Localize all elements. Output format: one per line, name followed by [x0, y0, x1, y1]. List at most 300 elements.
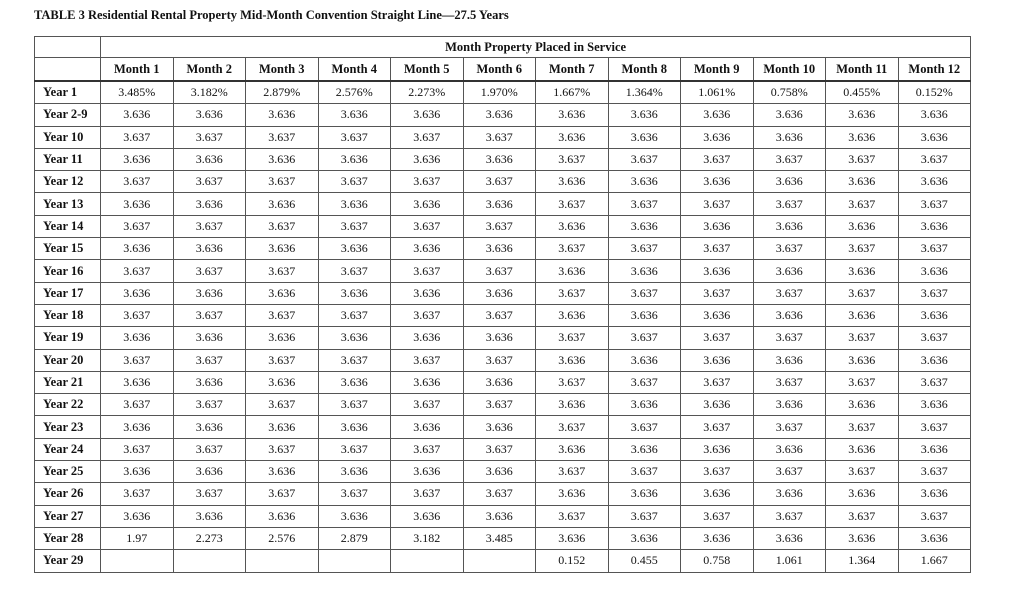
rate-cell: 3.636 [898, 304, 971, 326]
rate-cell: 3.636 [318, 193, 391, 215]
year-label: Year 13 [35, 193, 101, 215]
rate-cell: 3.636 [608, 349, 681, 371]
rate-cell: 3.637 [463, 304, 536, 326]
month-header-row [35, 58, 971, 82]
table-row [35, 550, 971, 572]
rate-cell: 3.637 [463, 171, 536, 193]
rate-cell: 3.636 [391, 104, 464, 126]
rate-cell: 3.636 [246, 327, 319, 349]
rate-cell: 3.637 [681, 148, 754, 170]
rate-cell: 3.637 [318, 171, 391, 193]
rate-cell: 3.636 [173, 461, 246, 483]
rate-cell: 3.637 [246, 260, 319, 282]
rate-cell: 3.637 [173, 260, 246, 282]
rate-cell: 3.637 [391, 171, 464, 193]
rate-cell: 3.636 [391, 327, 464, 349]
rate-cell: 3.636 [536, 260, 609, 282]
rate-cell: 3.637 [318, 349, 391, 371]
rate-cell: 3.636 [318, 104, 391, 126]
rate-cell: 3.637 [173, 483, 246, 505]
rate-cell: 3.636 [536, 215, 609, 237]
rate-cell: 2.879 [318, 527, 391, 549]
rate-cell: 3.637 [536, 327, 609, 349]
rate-cell: 3.636 [318, 282, 391, 304]
rate-cell: 3.637 [753, 371, 826, 393]
rate-cell: 2.879% [246, 81, 319, 104]
rate-cell: 3.637 [173, 171, 246, 193]
rate-cell: 3.636 [681, 171, 754, 193]
year-label: Year 28 [35, 527, 101, 549]
rate-cell: 3.636 [753, 171, 826, 193]
rate-cell: 3.637 [318, 394, 391, 416]
table-row [35, 483, 971, 505]
rate-cell: 3.637 [463, 126, 536, 148]
rate-cell: 3.636 [173, 416, 246, 438]
rate-cell: 3.637 [101, 394, 174, 416]
rate-cell: 3.637 [536, 148, 609, 170]
rate-cell: 3.637 [753, 282, 826, 304]
year-label: Year 25 [35, 461, 101, 483]
rate-cell: 0.152 [536, 550, 609, 572]
rate-cell: 3.637 [318, 304, 391, 326]
rate-cell: 3.636 [173, 371, 246, 393]
rate-cell: 3.636 [318, 416, 391, 438]
year-label: Year 26 [35, 483, 101, 505]
rate-cell: 3.637 [318, 483, 391, 505]
rate-cell: 1.364% [608, 81, 681, 104]
year-label: Year 10 [35, 126, 101, 148]
rate-cell: 3.636 [101, 193, 174, 215]
table-row [35, 416, 971, 438]
rate-cell: 3.637 [826, 461, 899, 483]
rate-cell: 3.636 [608, 126, 681, 148]
rate-cell: 3.636 [753, 394, 826, 416]
rate-cell: 3.636 [536, 438, 609, 460]
table-body [35, 81, 971, 572]
rate-cell: 3.637 [608, 416, 681, 438]
month-header-4: Month 4 [318, 58, 391, 82]
table-row [35, 327, 971, 349]
rate-cell: 3.636 [246, 104, 319, 126]
rate-cell: 3.637 [318, 438, 391, 460]
rate-cell: 3.637 [318, 215, 391, 237]
rate-cell: 3.636 [391, 238, 464, 260]
rate-cell: 3.636 [898, 126, 971, 148]
rate-cell: 3.636 [826, 215, 899, 237]
rate-cell: 3.636 [101, 327, 174, 349]
rate-cell: 1.667 [898, 550, 971, 572]
rate-cell: 3.636 [246, 193, 319, 215]
rate-cell: 3.636 [318, 461, 391, 483]
corner-cell [35, 37, 101, 58]
rate-cell: 3.636 [463, 238, 536, 260]
rate-cell: 0.758% [753, 81, 826, 104]
rate-cell: 3.637 [173, 394, 246, 416]
rate-cell: 3.637 [391, 438, 464, 460]
rate-cell: 3.636 [173, 238, 246, 260]
rate-cell: 3.637 [173, 304, 246, 326]
table-row [35, 527, 971, 549]
rate-cell: 3.636 [681, 126, 754, 148]
rate-cell [318, 550, 391, 572]
rate-cell: 3.636 [753, 527, 826, 549]
month-header-9: Month 9 [681, 58, 754, 82]
rate-cell: 3.636 [101, 148, 174, 170]
rate-cell: 3.636 [608, 394, 681, 416]
table-row [35, 104, 971, 126]
table-row [35, 260, 971, 282]
rate-cell: 3.637 [391, 126, 464, 148]
group-header: Month Property Placed in Service [101, 37, 971, 58]
rate-cell: 3.636 [608, 260, 681, 282]
rate-cell: 3.636 [826, 394, 899, 416]
rate-cell: 3.636 [681, 215, 754, 237]
rate-cell: 3.637 [826, 505, 899, 527]
table-row [35, 282, 971, 304]
rate-cell: 3.636 [101, 505, 174, 527]
rate-cell: 3.636 [173, 104, 246, 126]
rate-cell: 3.637 [608, 193, 681, 215]
rate-cell: 3.636 [898, 260, 971, 282]
rate-cell: 3.636 [173, 282, 246, 304]
rate-cell: 3.637 [463, 260, 536, 282]
rate-cell: 3.636 [826, 438, 899, 460]
rate-cell: 3.636 [463, 461, 536, 483]
rate-cell: 3.637 [173, 438, 246, 460]
year-label: Year 21 [35, 371, 101, 393]
rate-cell: 3.636 [753, 215, 826, 237]
rate-cell: 3.637 [536, 371, 609, 393]
rate-cell: 3.636 [173, 505, 246, 527]
rate-cell: 3.637 [101, 349, 174, 371]
rate-cell: 3.636 [826, 527, 899, 549]
rate-cell: 3.637 [101, 215, 174, 237]
rate-cell: 3.636 [536, 104, 609, 126]
rate-cell: 3.637 [101, 304, 174, 326]
rate-cell: 3.636 [681, 104, 754, 126]
rate-cell: 3.637 [391, 349, 464, 371]
rate-cell: 3.636 [898, 171, 971, 193]
year-label: Year 20 [35, 349, 101, 371]
year-label: Year 2-9 [35, 104, 101, 126]
rate-cell: 3.637 [536, 193, 609, 215]
rate-cell: 3.636 [391, 371, 464, 393]
rate-cell: 3.636 [463, 416, 536, 438]
rate-cell: 3.637 [391, 394, 464, 416]
rate-cell: 3.636 [463, 327, 536, 349]
rate-cell: 3.636 [681, 483, 754, 505]
rate-cell: 3.636 [391, 461, 464, 483]
rate-cell: 3.637 [681, 505, 754, 527]
rate-cell: 3.637 [463, 438, 536, 460]
rate-cell: 3.636 [898, 349, 971, 371]
month-header-6: Month 6 [463, 58, 536, 82]
rate-cell: 3.636 [246, 371, 319, 393]
rate-cell [463, 550, 536, 572]
rate-cell: 3.636 [826, 483, 899, 505]
table-row [35, 371, 971, 393]
rate-cell: 3.637 [898, 327, 971, 349]
rate-cell: 3.636 [463, 505, 536, 527]
rate-cell: 3.637 [608, 505, 681, 527]
rate-cell: 3.637 [463, 483, 536, 505]
year-label: Year 1 [35, 81, 101, 104]
rate-cell: 3.636 [173, 327, 246, 349]
rate-cell: 3.636 [826, 304, 899, 326]
year-label: Year 29 [35, 550, 101, 572]
rate-cell: 3.637 [681, 461, 754, 483]
rate-cell: 3.636 [391, 505, 464, 527]
rate-cell: 3.637 [608, 461, 681, 483]
rate-cell: 3.636 [536, 349, 609, 371]
table-row [35, 238, 971, 260]
rate-cell: 3.637 [898, 238, 971, 260]
rate-cell: 3.637 [536, 416, 609, 438]
rate-cell: 3.636 [608, 304, 681, 326]
depreciation-rate-table [34, 36, 971, 573]
table-row [35, 505, 971, 527]
rate-cell: 3.636 [898, 438, 971, 460]
rate-cell: 3.637 [608, 327, 681, 349]
month-header-12: Month 12 [898, 58, 971, 82]
rate-cell: 3.636 [898, 483, 971, 505]
rate-cell: 3.636 [391, 282, 464, 304]
rate-cell: 3.636 [681, 304, 754, 326]
rate-cell: 3.637 [391, 304, 464, 326]
rate-cell [246, 550, 319, 572]
rate-cell: 3.637 [608, 238, 681, 260]
rate-cell: 3.637 [826, 148, 899, 170]
year-label: Year 19 [35, 327, 101, 349]
rate-cell: 3.636 [898, 104, 971, 126]
rate-cell: 0.455% [826, 81, 899, 104]
table-row [35, 304, 971, 326]
rate-cell: 2.576% [318, 81, 391, 104]
year-label: Year 12 [35, 171, 101, 193]
rate-cell: 3.637 [536, 282, 609, 304]
rate-cell: 3.636 [608, 438, 681, 460]
rate-cell: 3.636 [463, 193, 536, 215]
rate-cell: 3.636 [753, 104, 826, 126]
rate-cell: 3.636 [318, 327, 391, 349]
rate-cell: 3.637 [681, 282, 754, 304]
year-label: Year 15 [35, 238, 101, 260]
rate-cell: 3.636 [681, 438, 754, 460]
rate-cell: 3.637 [826, 371, 899, 393]
rate-cell: 3.636 [391, 148, 464, 170]
rate-cell: 3.636 [101, 461, 174, 483]
rate-cell: 3.636 [608, 104, 681, 126]
rate-cell: 3.637 [246, 126, 319, 148]
rate-cell: 3.636 [318, 505, 391, 527]
rate-cell: 3.637 [898, 505, 971, 527]
rate-cell: 3.637 [101, 171, 174, 193]
rate-cell [101, 550, 174, 572]
rate-cell: 3.636 [826, 104, 899, 126]
rate-cell: 3.637 [391, 483, 464, 505]
rate-cell: 3.637 [753, 193, 826, 215]
rate-cell: 3.636 [173, 193, 246, 215]
rate-cell: 3.636 [536, 304, 609, 326]
rate-cell: 3.636 [608, 527, 681, 549]
rate-cell: 3.636 [318, 148, 391, 170]
rate-cell: 3.637 [608, 148, 681, 170]
rate-cell: 3.636 [681, 527, 754, 549]
rate-cell: 3.637 [463, 394, 536, 416]
rate-cell: 3.637 [246, 438, 319, 460]
table-row [35, 461, 971, 483]
rate-cell: 3.637 [463, 215, 536, 237]
rate-cell [173, 550, 246, 572]
rate-cell: 3.636 [463, 148, 536, 170]
rate-cell: 3.637 [898, 416, 971, 438]
rate-cell: 3.636 [246, 148, 319, 170]
rate-cell: 3.637 [463, 349, 536, 371]
rate-cell: 3.636 [681, 349, 754, 371]
rate-cell: 3.485 [463, 527, 536, 549]
rate-cell: 3.637 [681, 416, 754, 438]
rate-cell: 3.637 [753, 327, 826, 349]
rate-cell: 3.636 [826, 349, 899, 371]
rate-cell: 3.485% [101, 81, 174, 104]
rate-cell: 3.636 [173, 148, 246, 170]
rate-cell: 3.636 [391, 416, 464, 438]
rate-cell: 3.636 [753, 349, 826, 371]
rate-cell: 3.636 [318, 371, 391, 393]
rate-cell: 3.637 [101, 260, 174, 282]
rate-cell: 3.636 [608, 215, 681, 237]
rate-cell: 3.636 [101, 416, 174, 438]
rate-cell: 3.636 [898, 527, 971, 549]
table-row [35, 394, 971, 416]
table-row [35, 81, 971, 104]
rate-cell: 3.637 [898, 193, 971, 215]
month-header-7: Month 7 [536, 58, 609, 82]
rate-cell: 3.637 [536, 238, 609, 260]
rate-cell: 3.182 [391, 527, 464, 549]
rate-cell: 3.636 [246, 238, 319, 260]
year-label: Year 11 [35, 148, 101, 170]
table-row [35, 126, 971, 148]
rate-cell: 3.636 [608, 171, 681, 193]
rate-cell: 3.637 [101, 483, 174, 505]
year-label: Year 22 [35, 394, 101, 416]
table-row [35, 171, 971, 193]
rate-cell: 3.637 [898, 148, 971, 170]
rate-cell: 3.636 [101, 104, 174, 126]
rate-cell: 3.636 [246, 505, 319, 527]
rate-cell: 3.637 [318, 126, 391, 148]
rate-cell: 3.637 [753, 238, 826, 260]
month-header-11: Month 11 [826, 58, 899, 82]
table-row [35, 193, 971, 215]
rate-cell: 3.636 [898, 215, 971, 237]
year-column-header [35, 58, 101, 82]
rate-cell: 3.637 [318, 260, 391, 282]
rate-cell: 3.637 [173, 215, 246, 237]
rate-cell: 3.637 [101, 438, 174, 460]
rate-cell: 3.636 [391, 193, 464, 215]
year-label: Year 23 [35, 416, 101, 438]
rate-cell: 3.636 [536, 483, 609, 505]
month-header-10: Month 10 [753, 58, 826, 82]
rate-cell: 3.636 [463, 282, 536, 304]
year-label: Year 17 [35, 282, 101, 304]
rate-cell: 3.637 [173, 349, 246, 371]
rate-cell: 2.273 [173, 527, 246, 549]
rate-cell: 3.636 [463, 104, 536, 126]
rate-cell: 3.636 [463, 371, 536, 393]
rate-cell: 3.636 [826, 171, 899, 193]
rate-cell: 3.636 [101, 238, 174, 260]
rate-cell: 3.637 [826, 416, 899, 438]
rate-cell: 3.637 [536, 505, 609, 527]
month-header-1: Month 1 [101, 58, 174, 82]
rate-cell: 2.273% [391, 81, 464, 104]
rate-cell: 3.637 [753, 505, 826, 527]
year-label: Year 24 [35, 438, 101, 460]
rate-cell: 3.637 [391, 260, 464, 282]
rate-cell: 3.637 [898, 461, 971, 483]
rate-cell: 3.637 [753, 461, 826, 483]
table-row [35, 148, 971, 170]
rate-cell: 1.970% [463, 81, 536, 104]
rate-cell: 3.636 [246, 282, 319, 304]
rate-cell: 3.636 [898, 394, 971, 416]
rate-cell: 3.636 [101, 371, 174, 393]
rate-cell: 1.364 [826, 550, 899, 572]
rate-cell: 3.637 [898, 371, 971, 393]
month-header-3: Month 3 [246, 58, 319, 82]
rate-cell: 3.637 [826, 238, 899, 260]
rate-cell: 3.637 [101, 126, 174, 148]
rate-cell [391, 550, 464, 572]
year-label: Year 16 [35, 260, 101, 282]
rate-cell: 3.637 [681, 238, 754, 260]
rate-cell: 3.636 [826, 126, 899, 148]
table-row [35, 438, 971, 460]
rate-cell: 3.636 [681, 260, 754, 282]
month-header-8: Month 8 [608, 58, 681, 82]
rate-cell: 3.636 [318, 238, 391, 260]
rate-cell: 3.636 [826, 260, 899, 282]
rate-cell: 3.636 [681, 394, 754, 416]
year-label: Year 14 [35, 215, 101, 237]
rate-cell: 3.636 [753, 126, 826, 148]
rate-cell: 2.576 [246, 527, 319, 549]
table-row [35, 349, 971, 371]
rate-cell: 0.455 [608, 550, 681, 572]
rate-cell: 3.182% [173, 81, 246, 104]
rate-cell: 3.637 [608, 371, 681, 393]
rate-cell: 3.636 [753, 304, 826, 326]
rate-cell: 3.637 [826, 282, 899, 304]
rate-cell: 3.637 [753, 416, 826, 438]
rate-cell: 3.637 [826, 193, 899, 215]
rate-cell: 3.637 [246, 394, 319, 416]
year-label: Year 27 [35, 505, 101, 527]
rate-cell: 3.636 [246, 461, 319, 483]
rate-cell: 3.637 [536, 461, 609, 483]
rate-cell: 3.637 [681, 371, 754, 393]
rate-cell: 0.152% [898, 81, 971, 104]
year-label: Year 18 [35, 304, 101, 326]
rate-cell: 3.637 [391, 215, 464, 237]
rate-cell: 3.636 [536, 171, 609, 193]
rate-cell: 3.636 [753, 483, 826, 505]
rate-cell: 3.636 [536, 394, 609, 416]
rate-cell: 1.667% [536, 81, 609, 104]
